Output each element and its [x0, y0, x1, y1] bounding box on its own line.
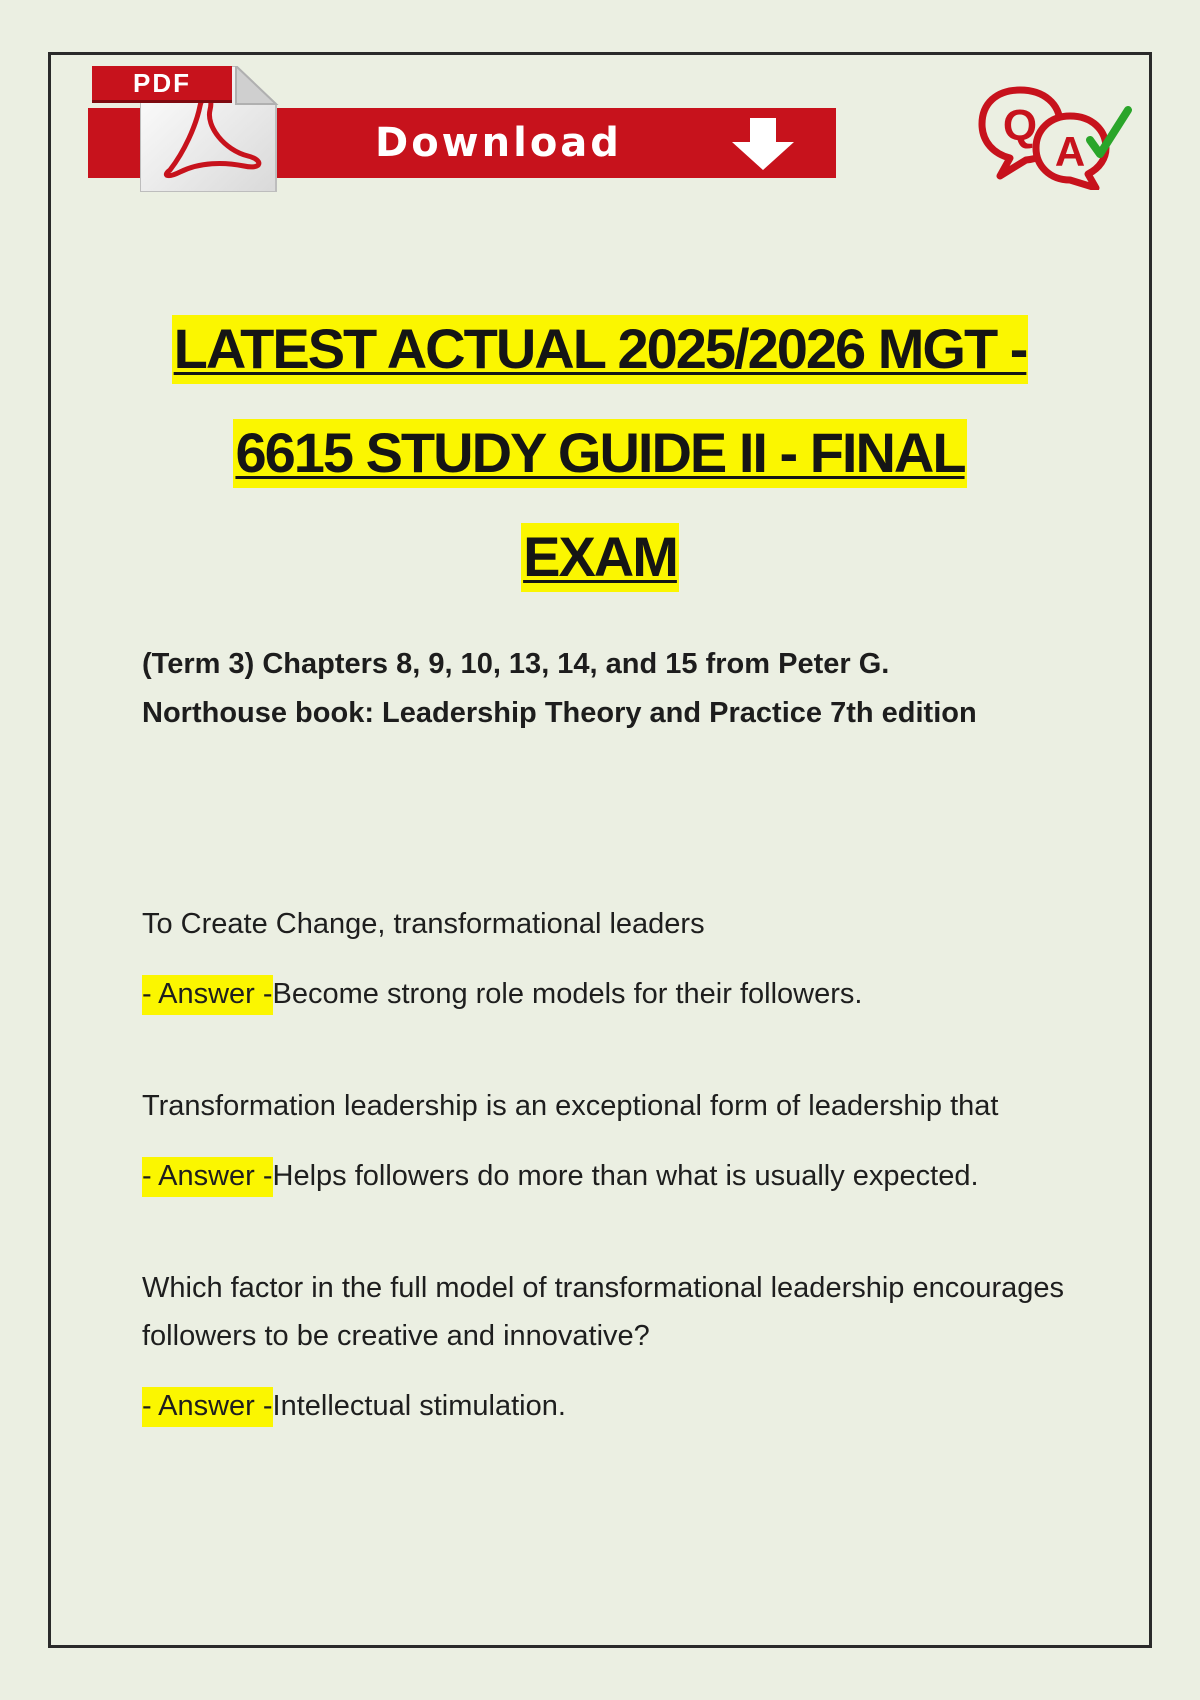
arrow-down-icon [728, 116, 798, 172]
title-line: LATEST ACTUAL 2025/2026 MGT - [100, 316, 1100, 420]
answer-text: Become strong role models for their followers. [272, 978, 863, 1010]
answer-prefix: - Answer - [142, 1157, 273, 1197]
title-line: EXAM [100, 524, 1100, 628]
pdf-tag-label: PDF [92, 66, 232, 103]
title-line: 6615 STUDY GUIDE II - FINAL [100, 420, 1100, 524]
answer-prefix: - Answer - [142, 1387, 273, 1427]
answer-line [142, 1152, 1082, 1200]
answer-text: Helps followers do more than what is usually expected. [272, 1160, 979, 1192]
document-subtitle: (Term 3) Chapters 8, 9, 10, 13, 14, and 15 from Peter G. Northouse book: Leadership Theory and Practice 7th edition [142, 648, 977, 729]
qa-checkmark-logo [978, 82, 1138, 190]
qa-logo-q-letter: Q [1002, 101, 1038, 150]
download-label: Download [375, 120, 622, 166]
pdf-download-button[interactable] [88, 62, 836, 192]
document-title [100, 316, 1100, 628]
question-text: Transformation leadership is an exceptional form of leadership that [142, 1090, 999, 1122]
question-text: To Create Change, transformational leaders [142, 908, 705, 940]
qa-item [142, 1082, 1082, 1200]
answer-line [142, 1382, 1082, 1430]
question-text: Which factor in the full model of transformational leadership encourages followers to be creative and innovative? [142, 1272, 1065, 1352]
answer-prefix: - Answer - [142, 975, 273, 1015]
qa-item [142, 900, 1082, 1018]
answer-text: Intellectual stimulation. [272, 1390, 566, 1422]
qa-item [142, 1264, 1082, 1430]
qa-logo-a-letter: A [1054, 128, 1086, 175]
answer-line [142, 970, 1082, 1018]
qa-list [142, 900, 1082, 1494]
